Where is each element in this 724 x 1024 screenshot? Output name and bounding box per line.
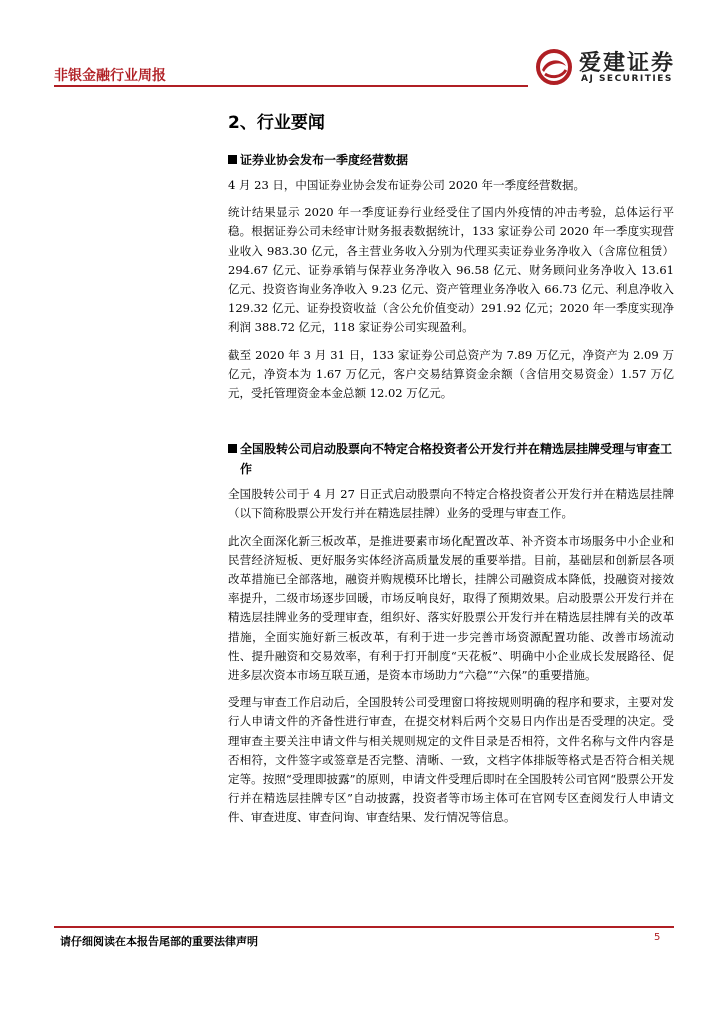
report-series-title: 非银金融行业周报 [54, 68, 166, 84]
square-bullet-icon [228, 155, 237, 164]
news-paragraph: 全国股转公司于 4 月 27 日正式启动股票向不特定合格投资者公开发行并在精选层挂牌（以下简称股票公开发行并在精选层挂牌）业务的受理与审查工作。 [228, 487, 674, 521]
header-rule [54, 85, 528, 87]
news-title-text: 证券业协会发布一季度经营数据 [240, 153, 409, 167]
legal-disclaimer-note: 请仔细阅读在本报告尾部的重要法律声明 [60, 935, 258, 948]
footer-rule [54, 926, 674, 928]
news-title [240, 150, 674, 170]
logo-name-cn: 爱建证券 [579, 51, 676, 76]
section-heading: 2、行业要闻 [228, 113, 325, 133]
news-paragraph: 4 月 23 日，中国证券业协会发布证券公司 2020 年一季度经营数据。 [228, 178, 585, 192]
news-paragraph: 此次全面深化新三板改革，是推进要素市场化配置改革、补齐资本市场服务中小企业和民营经济短板、更好服务实体经济高质量发展的重要举措。目前，基础层和创新层各项改革措施已全部落地，融资并购规模环比增长，挂牌公司融资成本降低，投融资对接效率提升，二级市场逐步回暖，市场反响良好，取得了预期效果。启动股票公开发行并在精选层挂牌业务的受理审查，组织好、落实好股票公开发行并在精选层挂牌有关的改革措施，全面实施好新三板改革，有利于进一步完善市场资源配置功能、改善市场流动性、提升融资和交易效率，有利于打开制度“天花板”、明确中小企业成长发展路径、促进多层次资本市场互联互通，是资本市场助力“六稳”“六保”的重要措施。 [228, 533, 674, 683]
news-title-text: 全国股转公司启动股票向不特定合格投资者公开发行并在精选层挂牌受理与审查工作 [240, 442, 673, 477]
news-paragraph: 受理与审查工作启动后，全国股转公司受理窗口将按规则明确的程序和要求，主要对发行人申请文件的齐备性进行审查，在提交材料后两个交易日内作出是否受理的决定。受理审查主要关注申请文件与相关规则规定的文件目录是否相符，文件名称与文件内容是否相符，文件签字或签章是否完整、清晰、一致，文档字体排版等格式是否符合相关规定等。按照“受理即披露”的原则，申请文件受理后即时在全国股转公司官网“股票公开发行并在精选层挂牌专区”自动披露，投资者等市场主体可在官网专区查阅发行人申请文件、审查进度、审查问询、审查结果、发行情况等信息。 [228, 695, 674, 825]
square-bullet-icon [228, 444, 237, 453]
news-paragraph: 统计结果显示 2020 年一季度证券行业经受住了国内外疫情的冲击考验，总体运行平稳。根据证券公司未经审计财务报表数据统计，133 家证券公司 2020 年一季度实现营业收入 983.30 亿元，各主营业务收入分别为代理买卖证券业务净收入（含席位租赁）294.67 亿元、证券承销与保荐业务净收入 96.58 亿元、财务顾问业务净收入 13.61 亿元、投资咨询业务净收入 9.23 亿元、资产管理业务净收入 66.73 亿元、利息净收入 129.32 亿元、证券投资收益（含公允价值变动）291.92 亿元；2020 年一季度实现净利润 388.72 亿元，118 家证券公司实现盈利。 [228, 205, 674, 335]
section-spacer [228, 411, 674, 439]
company-logo [535, 44, 685, 88]
news-content [228, 150, 674, 836]
news-item [228, 150, 674, 403]
news-title [240, 439, 674, 479]
news-item [228, 439, 674, 827]
news-paragraph: 截至 2020 年 3 月 31 日，133 家证券公司总资产为 7.89 万亿元，净资产为 2.09 万亿元，净资本为 1.67 万亿元，客户交易结算资金余额（含信用交易资金）1.57 万亿元，受托管理资金本金总额 12.02 万亿元。 [228, 347, 674, 401]
aj-logo-mark-icon [535, 48, 573, 86]
logo-name-en: AJ SECURITIES [581, 74, 673, 84]
page-number: 5 [654, 932, 661, 943]
